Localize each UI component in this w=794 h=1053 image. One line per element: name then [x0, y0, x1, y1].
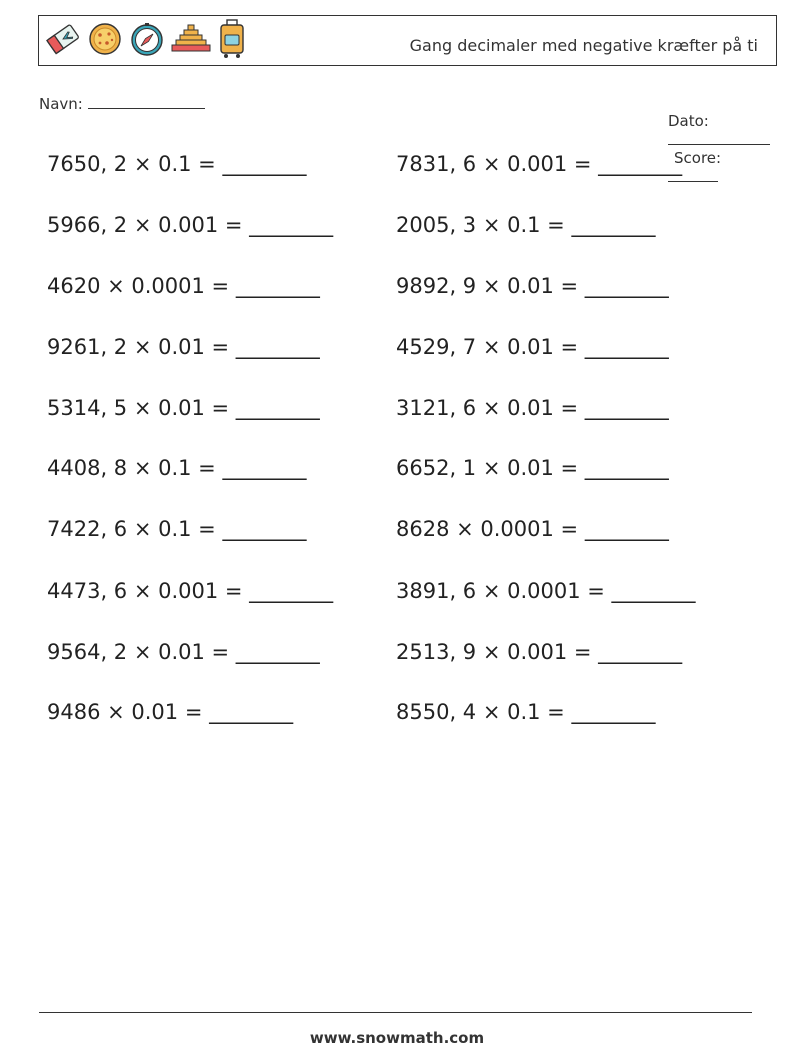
- problem-right-8: 3891, 6 × 0.0001 = ________: [396, 579, 696, 603]
- problem-right-1: 7831, 6 × 0.001 = ________: [396, 152, 683, 176]
- pizza-icon: [87, 21, 123, 61]
- footer-divider: [39, 1012, 752, 1013]
- suitcase-icon: [217, 19, 247, 63]
- problem-left-8: 4473, 6 × 0.001 = ________: [47, 579, 334, 603]
- problem-left-1: 7650, 2 × 0.1 = ________: [47, 152, 307, 176]
- problem-left-7: 7422, 6 × 0.1 = ________: [47, 517, 307, 541]
- problem-left-3: 4620 × 0.0001 = ________: [47, 274, 320, 298]
- footer-url: www.snowmath.com: [309, 1029, 485, 1047]
- worksheet-title: Gang decimaler med negative kræfter på ti: [409, 36, 758, 55]
- problem-right-6: 6652, 1 × 0.01 = ________: [396, 456, 669, 480]
- problem-right-10: 8550, 4 × 0.1 = ________: [396, 700, 656, 724]
- problem-left-4: 9261, 2 × 0.01 = ________: [47, 335, 320, 359]
- problem-right-2: 2005, 3 × 0.1 = ________: [396, 213, 656, 237]
- problem-left-6: 4408, 8 × 0.1 = ________: [47, 456, 307, 480]
- problem-right-3: 9892, 9 × 0.01 = ________: [396, 274, 669, 298]
- problem-left-9: 9564, 2 × 0.01 = ________: [47, 640, 320, 664]
- score-label: Score:: [674, 149, 722, 167]
- problem-left-2: 5966, 2 × 0.001 = ________: [47, 213, 334, 237]
- problem-right-7: 8628 × 0.0001 = ________: [396, 517, 669, 541]
- name-blank[interactable]: [88, 94, 205, 109]
- name-field: [39, 94, 205, 113]
- plane-ticket-icon: [45, 21, 81, 61]
- name-label: Navn:: [39, 95, 83, 113]
- problem-left-5: 5314, 5 × 0.01 = ________: [47, 396, 320, 420]
- pyramid-icon: [171, 21, 211, 61]
- problem-left-10: 9486 × 0.01 = ________: [47, 700, 294, 724]
- header-icons: [45, 20, 253, 62]
- problem-right-4: 4529, 7 × 0.01 = ________: [396, 335, 669, 359]
- problem-right-9: 2513, 9 × 0.001 = ________: [396, 640, 683, 664]
- date-blank[interactable]: [668, 130, 770, 145]
- problem-right-5: 3121, 6 × 0.01 = ________: [396, 396, 669, 420]
- worksheet-header: [38, 15, 777, 66]
- compass-icon: [129, 21, 165, 61]
- date-label: Dato:: [668, 112, 709, 130]
